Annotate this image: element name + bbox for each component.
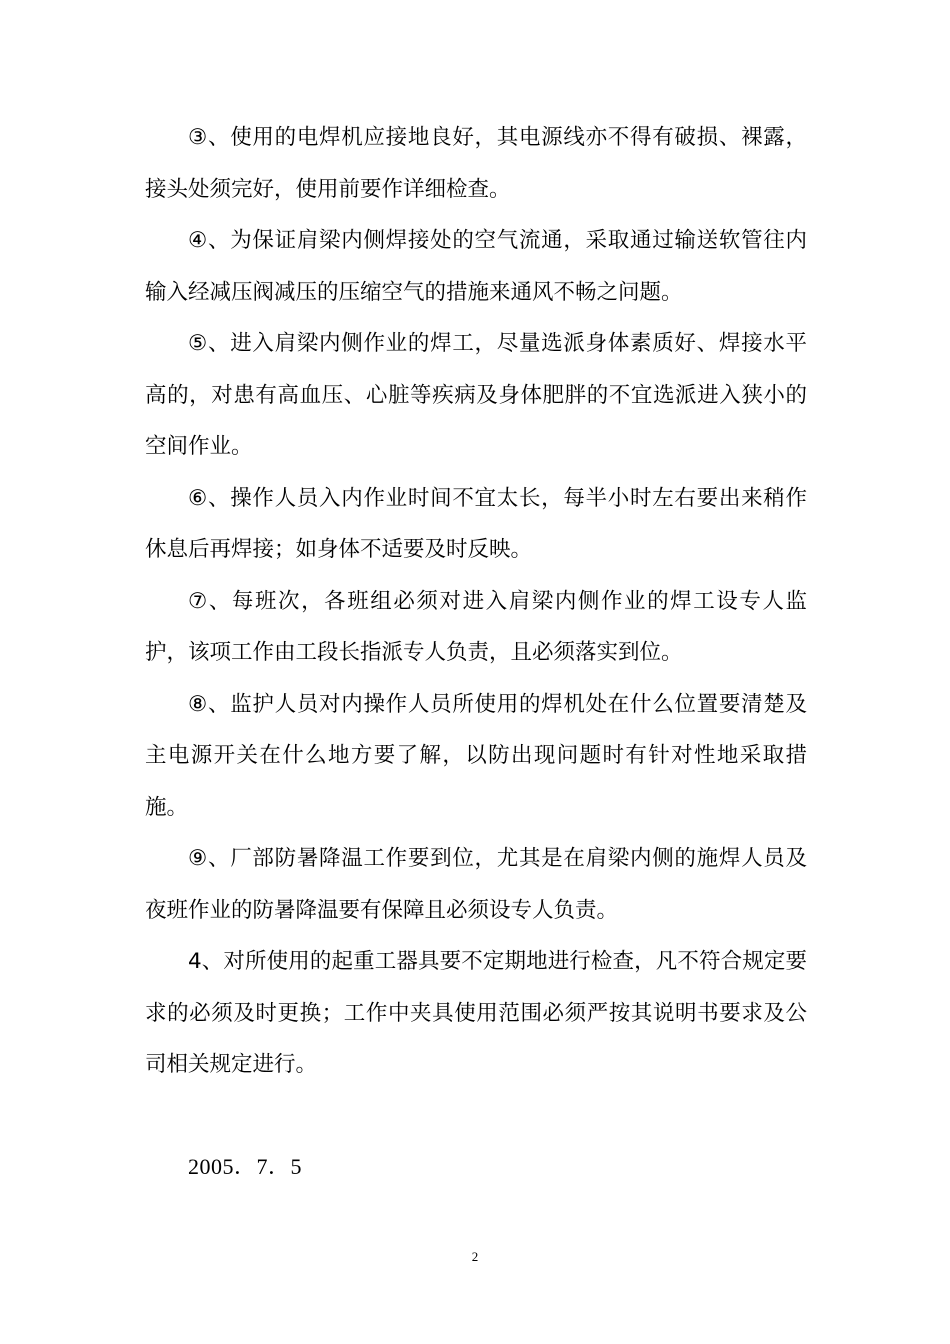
- page-number: 2: [471, 1249, 479, 1264]
- paragraph-item-6: ⑥、操作人员入内作业时间不宜太长，每半小时左右要出来稍作休息后再焊接；如身体不适要及时反映。: [145, 485, 807, 562]
- document-date: 2005．7．5: [188, 1154, 303, 1179]
- paragraph-item-9: ⑨、厂部防暑降温工作要到位，尤其是在肩梁内侧的施焊人员及夜班作业的防暑降温要有保障且必须设专人负责。: [145, 846, 807, 923]
- paragraph-item-8: ⑧、监护人员对内操作人员所使用的焊机处在什么位置要清楚及主电源开关在什么地方要了解，以防出现问题时有针对性地采取措施。: [145, 691, 807, 820]
- paragraph-item-4: ④、为保证肩梁内侧焊接处的空气流通，采取通过输送软管往内输入经减压阀减压的压缩空气的措施来通风不畅之问题。: [145, 228, 807, 305]
- paragraph-item-7: ⑦、每班次，各班组必须对进入肩梁内侧作业的焊工设专人监护，该项工作由工段长指派专人负责，且必须落实到位。: [145, 588, 807, 665]
- paragraph-item-5: ⑤、进入肩梁内侧作业的焊工，尽量选派身体素质好、焊接水平高的，对患有高血压、心脏等疾病及身体肥胖的不宜选派进入狭小的空间作业。: [145, 331, 807, 459]
- document-body: [145, 112, 807, 1091]
- paragraph-section-4: 4、对所使用的起重工器具要不定期地进行检查，凡不符合规定要求的必须及时更换；工作中夹具使用范围必须严按其说明书要求及公司相关规定进行。: [145, 949, 807, 1077]
- paragraph-item-3: ③、使用的电焊机应接地良好，其电源线亦不得有破损、裸露，接头处须完好，使用前要作详细检查。: [145, 125, 807, 202]
